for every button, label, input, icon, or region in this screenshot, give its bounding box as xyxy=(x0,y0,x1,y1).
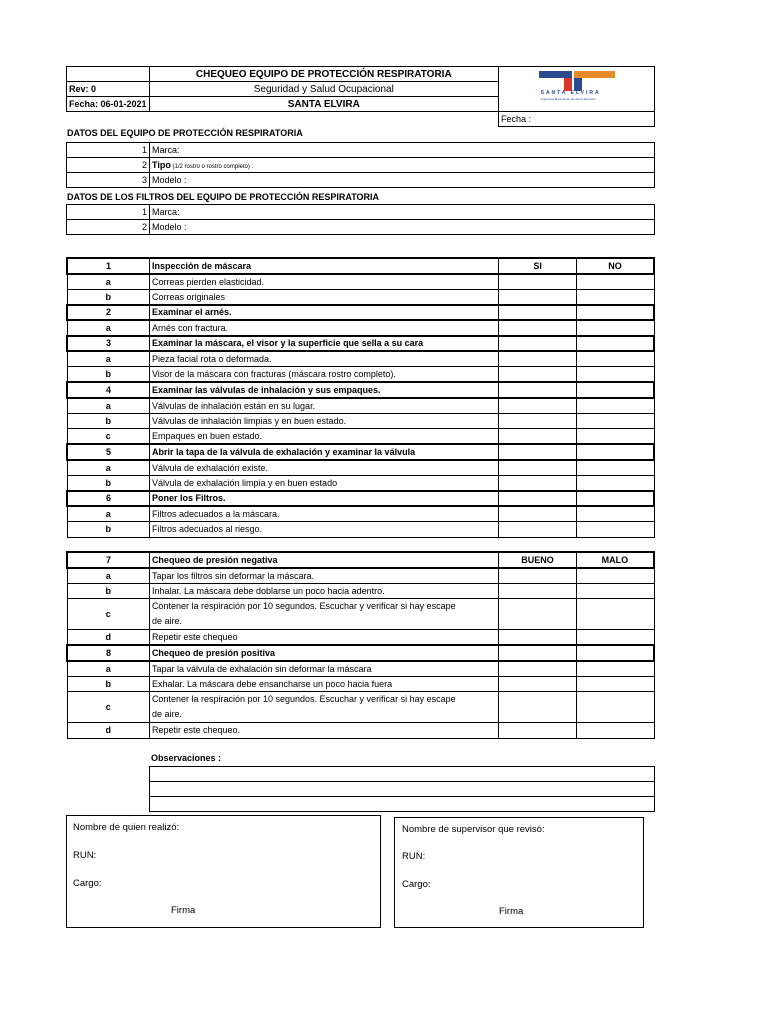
inspeccion-check-cell-a xyxy=(499,336,577,352)
logo-cell xyxy=(498,67,654,112)
presion-item-text xyxy=(149,599,498,630)
presion-check-cell-a[interactable] xyxy=(499,692,577,723)
inspeccion-check-cell-b[interactable] xyxy=(576,367,654,383)
doc-subtitle: Seguridad y Salud Ocupacional xyxy=(149,82,498,97)
inspeccion-check-cell-b[interactable] xyxy=(576,274,654,290)
inspeccion-section-row xyxy=(67,444,654,460)
inspeccion-check-cell-b[interactable] xyxy=(576,460,654,476)
inspeccion-check-cell-b xyxy=(576,444,654,460)
inspeccion-item-number: 3 xyxy=(67,336,149,352)
presion-item-number: a xyxy=(67,568,149,584)
observaciones-line[interactable] xyxy=(150,767,655,782)
inspeccion-check-cell-b[interactable] xyxy=(576,320,654,336)
inspeccion-item-row xyxy=(67,506,654,522)
inspeccion-item-number: a xyxy=(67,506,149,522)
inspeccion-col-header-a: SI xyxy=(499,258,577,274)
firma-box-realizo xyxy=(66,815,381,928)
cargo-realizo-label: Cargo: xyxy=(73,878,102,889)
inspeccion-item-number: a xyxy=(67,351,149,367)
inspeccion-check-cell-a xyxy=(499,491,577,507)
inspeccion-item-text: Inspección de máscara xyxy=(149,258,498,274)
presion-item-text-line2: de aire. xyxy=(151,709,182,719)
inspeccion-item-number: b xyxy=(67,289,149,305)
presion-check-cell-a[interactable] xyxy=(499,583,577,599)
observaciones-table xyxy=(149,766,655,812)
presion-check-cell-a[interactable] xyxy=(499,723,577,739)
presion-item-row xyxy=(67,599,654,630)
cargo-reviso-label: Cargo: xyxy=(402,879,431,890)
inspeccion-check-cell-a xyxy=(499,305,577,321)
presion-check-cell-b xyxy=(576,645,654,661)
presion-item-row xyxy=(67,723,654,739)
presion-item-text-line1: Contener la respiración por 10 segundos. Escuchar y verificar si hay escape xyxy=(151,694,456,704)
inspeccion-item-text: Empaques en buen estado. xyxy=(149,429,498,445)
inspeccion-check-cell-a[interactable] xyxy=(499,274,577,290)
presion-check-cell-a[interactable] xyxy=(499,661,577,677)
inspeccion-item-text: Válvula de exhalación existe. xyxy=(149,460,498,476)
presion-check-cell-a[interactable] xyxy=(499,599,577,630)
nombre-reviso-label: Nombre de supervisor que revisó: xyxy=(402,824,545,835)
presion-item-number: d xyxy=(67,723,149,739)
inspeccion-item-number: b xyxy=(67,367,149,383)
inspeccion-item-number: b xyxy=(67,522,149,538)
inspeccion-check-cell-a[interactable] xyxy=(499,522,577,538)
firma-box-reviso xyxy=(394,817,644,928)
inspeccion-check-cell-a[interactable] xyxy=(499,367,577,383)
fecha-field-table xyxy=(498,111,655,127)
presion-item-text: Tapar los filtros sin deformar la máscara. xyxy=(149,568,498,584)
inspeccion-section-row xyxy=(67,382,654,398)
observaciones-line[interactable] xyxy=(150,782,655,797)
inspeccion-item-number: a xyxy=(67,274,149,290)
inspeccion-section-row xyxy=(67,491,654,507)
presion-col-header-b: MALO xyxy=(576,552,654,568)
presion-check-cell-b[interactable] xyxy=(576,599,654,630)
run-realizo-label: RUN: xyxy=(73,850,97,861)
presion-item-number: a xyxy=(67,661,149,677)
inspeccion-check-cell-b[interactable] xyxy=(576,506,654,522)
inspeccion-check-cell-a[interactable] xyxy=(499,413,577,429)
inspeccion-check-cell-b[interactable] xyxy=(576,351,654,367)
inspeccion-item-number: a xyxy=(67,398,149,414)
equipo-modelo[interactable]: Modelo : xyxy=(150,173,655,188)
inspeccion-item-number: 5 xyxy=(67,444,149,460)
presion-item-number: c xyxy=(67,599,149,630)
presion-item-text: Tapar la válvula de exhalación sin deformar la máscara xyxy=(149,661,498,677)
inspeccion-check-cell-a xyxy=(499,382,577,398)
equipo-tipo[interactable]: Tipo (1/2 rostro o rostro completo) : xyxy=(150,158,655,173)
inspeccion-section-row xyxy=(67,258,654,274)
inspeccion-item-text: Visor de la máscara con fracturas (máscara rostro completo). xyxy=(149,367,498,383)
inspeccion-check-cell-a[interactable] xyxy=(499,460,577,476)
inspeccion-item-row xyxy=(67,351,654,367)
inspeccion-check-cell-a[interactable] xyxy=(499,320,577,336)
filtros-table xyxy=(66,204,655,235)
presion-item-text: Repetir este chequeo xyxy=(149,630,498,646)
logo-subtext: Ingeniería Movimiento de Tierra Servicios xyxy=(540,97,596,101)
inspeccion-item-number: b xyxy=(67,475,149,491)
presion-check-cell-a[interactable] xyxy=(499,630,577,646)
presion-section-row xyxy=(67,552,654,568)
inspeccion-check-cell-b xyxy=(576,336,654,352)
presion-item-row xyxy=(67,676,654,692)
inspeccion-section-row xyxy=(67,336,654,352)
presion-item-text: Chequeo de presión negativa xyxy=(149,552,498,568)
inspeccion-item-text: Pieza facial rota o deformada. xyxy=(149,351,498,367)
presion-item-row xyxy=(67,630,654,646)
presion-check-cell-a[interactable] xyxy=(499,676,577,692)
run-reviso-label: RUN: xyxy=(402,851,426,862)
doc-title: CHEQUEO EQUIPO DE PROTECCIÓN RESPIRATORIA xyxy=(149,67,498,82)
presion-item-number: b xyxy=(67,676,149,692)
inspeccion-item-text: Examinar el arnés. xyxy=(149,305,498,321)
filtros-num: 1 xyxy=(67,205,150,220)
firma-reviso-label: Firma xyxy=(499,906,524,917)
presion-item-number: b xyxy=(67,583,149,599)
inspeccion-col-header-b: NO xyxy=(576,258,654,274)
firma-realizo-label: Firma xyxy=(171,905,196,916)
filtros-marca[interactable]: Marca: xyxy=(150,205,655,220)
presion-item-row xyxy=(67,661,654,677)
presion-check-cell-b[interactable] xyxy=(576,676,654,692)
inspeccion-item-row xyxy=(67,413,654,429)
header-left-top xyxy=(67,67,150,82)
equipo-marca[interactable]: Marca: xyxy=(150,143,655,158)
equipo-num: 2 xyxy=(67,158,150,173)
rev-label: Rev: 0 xyxy=(67,82,150,97)
inspeccion-item-number: a xyxy=(67,460,149,476)
presion-check-cell-b[interactable] xyxy=(576,568,654,584)
presion-item-number: 7 xyxy=(67,552,149,568)
inspeccion-item-row xyxy=(67,274,654,290)
inspeccion-item-number: 6 xyxy=(67,491,149,507)
inspeccion-item-text: Válvula de exhalación limpia y en buen estado xyxy=(149,475,498,491)
presion-check-cell-b[interactable] xyxy=(576,661,654,677)
observaciones-label: Observaciones : xyxy=(151,753,222,763)
presion-item-text: Repetir este chequeo. xyxy=(149,723,498,739)
equipo-num: 3 xyxy=(67,173,150,188)
inspeccion-item-row xyxy=(67,429,654,445)
inspeccion-item-text: Abrir la tapa de la válvula de exhalación y examinar la válvula xyxy=(149,444,498,460)
presion-check-cell-b[interactable] xyxy=(576,583,654,599)
inspeccion-item-text: Válvulas de inhalación limpias y en buen estado. xyxy=(149,413,498,429)
equipo-section-title: DATOS DEL EQUIPO DE PROTECCIÓN RESPIRATORIA xyxy=(67,128,303,138)
presion-col-header-a: BUENO xyxy=(499,552,577,568)
presion-item-text-line1: Contener la respiración por 10 segundos. Escuchar y verificar si hay escape xyxy=(151,601,456,611)
presion-check-cell-b[interactable] xyxy=(576,692,654,723)
inspeccion-item-number: 1 xyxy=(67,258,149,274)
inspeccion-check-cell-b[interactable] xyxy=(576,398,654,414)
fecha-doc-label: Fecha: 06-01-2021 xyxy=(67,97,150,112)
inspeccion-item-number: 2 xyxy=(67,305,149,321)
presion-item-text: Exhalar. La máscara debe ensancharse un poco hacia fuera xyxy=(149,676,498,692)
presion-item-row xyxy=(67,583,654,599)
inspeccion-item-text: Filtros adecuados a la máscara. xyxy=(149,506,498,522)
inspeccion-check-cell-a[interactable] xyxy=(499,398,577,414)
company-name: SANTA ELVIRA xyxy=(149,97,498,112)
inspeccion-check-cell-a[interactable] xyxy=(499,475,577,491)
inspeccion-check-cell-a[interactable] xyxy=(499,351,577,367)
fecha-field[interactable]: Fecha : xyxy=(499,112,655,127)
equipo-table xyxy=(66,142,655,188)
presion-check-cell-a[interactable] xyxy=(499,568,577,584)
inspeccion-item-row xyxy=(67,398,654,414)
observaciones-line[interactable] xyxy=(150,797,655,812)
presion-item-number: c xyxy=(67,692,149,723)
inspeccion-check-cell-a[interactable] xyxy=(499,429,577,445)
inspeccion-item-row xyxy=(67,367,654,383)
inspeccion-item-row xyxy=(67,460,654,476)
presion-item-row xyxy=(67,692,654,723)
inspeccion-check-cell-b xyxy=(576,305,654,321)
inspeccion-section-row xyxy=(67,305,654,321)
inspeccion-item-text: Correas originales xyxy=(149,289,498,305)
inspeccion-item-number: c xyxy=(67,429,149,445)
inspeccion-check-cell-b xyxy=(576,382,654,398)
logo-text: SANTA ELVIRA xyxy=(540,90,601,96)
presion-item-row xyxy=(67,568,654,584)
inspeccion-check-cell-b[interactable] xyxy=(576,522,654,538)
inspeccion-item-row xyxy=(67,320,654,336)
inspeccion-table xyxy=(66,257,655,538)
inspeccion-item-text: Examinar las válvulas de inhalación y sus empaques. xyxy=(149,382,498,398)
inspeccion-item-text: Correas pierden elasticidad. xyxy=(149,274,498,290)
presion-check-cell-b[interactable] xyxy=(576,723,654,739)
filtros-modelo[interactable]: Modelo : xyxy=(150,220,655,235)
presion-table xyxy=(66,551,655,739)
inspeccion-item-row xyxy=(67,289,654,305)
inspeccion-check-cell-a xyxy=(499,444,577,460)
presion-item-number: d xyxy=(67,630,149,646)
presion-check-cell-b[interactable] xyxy=(576,630,654,646)
equipo-num: 1 xyxy=(67,143,150,158)
presion-item-text-line2: de aire. xyxy=(151,616,182,626)
inspeccion-item-text: Válvulas de inhalación están en su lugar. xyxy=(149,398,498,414)
inspeccion-item-row xyxy=(67,522,654,538)
inspeccion-check-cell-b[interactable] xyxy=(576,413,654,429)
inspeccion-item-text: Arnés con fractura. xyxy=(149,320,498,336)
presion-check-cell-a xyxy=(499,645,577,661)
filtros-num: 2 xyxy=(67,220,150,235)
inspeccion-check-cell-b xyxy=(576,491,654,507)
inspeccion-check-cell-b[interactable] xyxy=(576,289,654,305)
header-table xyxy=(66,66,655,112)
presion-section-row xyxy=(67,645,654,661)
inspeccion-check-cell-a[interactable] xyxy=(499,289,577,305)
presion-item-text xyxy=(149,692,498,723)
inspeccion-check-cell-b[interactable] xyxy=(576,429,654,445)
nombre-realizo-label: Nombre de quien realizó: xyxy=(73,822,180,833)
filtros-section-title: DATOS DE LOS FILTROS DEL EQUIPO DE PROTECCIÓN RESPIRATORIA xyxy=(67,192,380,202)
inspeccion-item-row xyxy=(67,475,654,491)
presion-item-text: Chequeo de presión positiva xyxy=(149,645,498,661)
presion-item-number: 8 xyxy=(67,645,149,661)
inspeccion-check-cell-a[interactable] xyxy=(499,506,577,522)
presion-item-text: Inhalar. La máscara debe doblarse un poco hacia adentro. xyxy=(149,583,498,599)
inspeccion-item-number: a xyxy=(67,320,149,336)
inspeccion-item-text: Poner los Filtros. xyxy=(149,491,498,507)
inspeccion-check-cell-b[interactable] xyxy=(576,475,654,491)
inspeccion-item-text: Filtros adecuados al riesgo. xyxy=(149,522,498,538)
inspeccion-item-number: b xyxy=(67,413,149,429)
inspeccion-item-text: Examinar la máscara, el visor y la superficie que sella a su cara xyxy=(149,336,498,352)
inspeccion-item-number: 4 xyxy=(67,382,149,398)
